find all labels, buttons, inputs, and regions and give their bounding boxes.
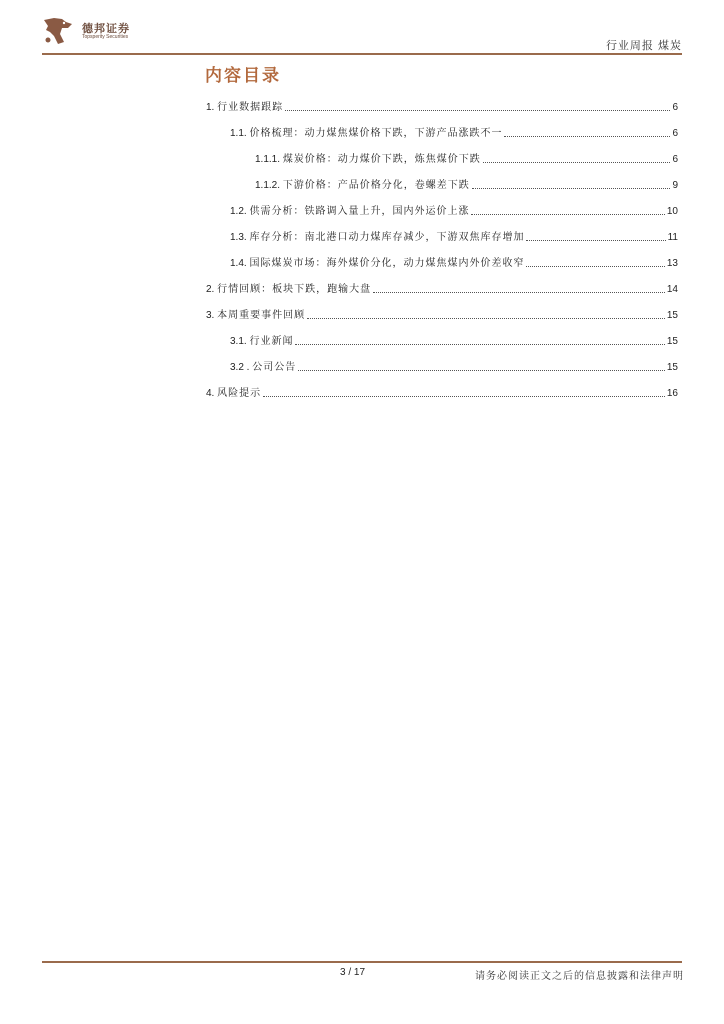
toc-entry-page: 13: [666, 258, 678, 269]
toc-leader-dots: [373, 291, 665, 293]
page-number: 3 / 17: [340, 967, 366, 978]
toc-entry-label: 库存分析：南北港口动力煤库存减少，下游双焦库存增加: [249, 232, 525, 243]
toc-leader-dots: [504, 135, 670, 137]
toc-leader-dots: [298, 369, 665, 371]
toc-entry-label: 公司公告: [252, 362, 297, 373]
toc-entry-number: 3.1.: [230, 336, 250, 347]
toc-entry-page: 15: [666, 310, 678, 321]
toc-entry-number: 1.1.1.: [255, 154, 283, 165]
toc-entry[interactable]: [230, 202, 678, 218]
report-type: 行业周报 煤炭: [605, 40, 682, 52]
toc-entry-number: 1.4.: [230, 258, 250, 269]
toc-entry-number: 1.1.2.: [255, 180, 283, 191]
toc-entry[interactable]: [230, 124, 678, 140]
toc-leader-dots: [307, 317, 665, 319]
toc-entry-page: 9: [672, 180, 678, 191]
toc-entry[interactable]: [206, 280, 678, 296]
toc-entry-label: 价格梳理：动力煤焦煤价格下跌，下游产品涨跌不一: [249, 128, 503, 139]
toc-leader-dots: [285, 109, 670, 111]
toc-entry[interactable]: [206, 306, 678, 322]
toc-entry-page: 15: [666, 336, 678, 347]
toc-entry-page: 6: [672, 102, 678, 113]
toc-entry-label: 风险提示: [217, 388, 262, 399]
toc-entry[interactable]: [206, 384, 678, 400]
legal-disclaimer: 请务必阅读正文之后的信息披露和法律声明: [475, 971, 684, 982]
toc-entry[interactable]: [255, 176, 678, 192]
toc-entry-number: 1.2.: [230, 206, 250, 217]
toc-entry-label: 本周重要事件回顾: [217, 310, 306, 321]
toc-leader-dots: [295, 343, 664, 345]
toc-entry-page: 10: [666, 206, 678, 217]
toc-entry-page: 6: [672, 154, 678, 165]
toc-entry-number: 2.: [206, 284, 218, 295]
company-logo-icon: [42, 16, 74, 46]
toc-entry-number: 4.: [206, 388, 218, 399]
toc-entry-label: 下游价格：产品价格分化，卷螺差下跌: [282, 180, 470, 191]
toc-entry-label: 行业数据跟踪: [217, 102, 284, 113]
toc-entry-number: 1.: [206, 102, 218, 113]
brand-name-cn: 德邦证券: [82, 23, 130, 35]
toc-entry-page: 16: [666, 388, 678, 399]
footer-divider: [42, 961, 682, 963]
toc-entry-number: 1.1.: [230, 128, 250, 139]
toc-entry-label: 煤炭价格：动力煤价下跌，炼焦煤价下跌: [282, 154, 481, 165]
toc-title: 内容目录: [205, 66, 281, 86]
toc-entry[interactable]: [206, 98, 678, 114]
toc-entry-page: 11: [667, 232, 678, 243]
toc-leader-dots: [526, 239, 665, 241]
toc-leader-dots: [526, 265, 664, 267]
toc-entry[interactable]: [230, 332, 678, 348]
toc-entry-page: 14: [666, 284, 678, 295]
toc-entry[interactable]: [230, 254, 678, 270]
toc-entry-number: 3.2 .: [230, 362, 253, 373]
brand-name-en: Topsperity Securities: [82, 34, 129, 40]
toc-entry-page: 6: [672, 128, 678, 139]
toc-entry[interactable]: [230, 358, 678, 374]
toc-entry-number: 3.: [206, 310, 218, 321]
toc-entry[interactable]: [230, 228, 678, 244]
toc-entry-label: 行情回顾：板块下跌，跑输大盘: [217, 284, 372, 295]
toc-leader-dots: [472, 187, 671, 189]
toc-entry[interactable]: [255, 150, 678, 166]
toc-entry-page: 15: [666, 362, 678, 373]
toc-entry-label: 供需分析：铁路调入量上升，国内外运价上涨: [249, 206, 470, 217]
toc-leader-dots: [263, 395, 665, 397]
toc-entry-number: 1.3.: [230, 232, 250, 243]
toc-entry-label: 行业新闻: [249, 336, 294, 347]
toc-leader-dots: [483, 161, 671, 163]
header-divider: [42, 53, 682, 55]
toc-leader-dots: [471, 213, 664, 215]
toc-entry-label: 国际煤炭市场：海外煤价分化，动力煤焦煤内外价差收窄: [249, 258, 525, 269]
